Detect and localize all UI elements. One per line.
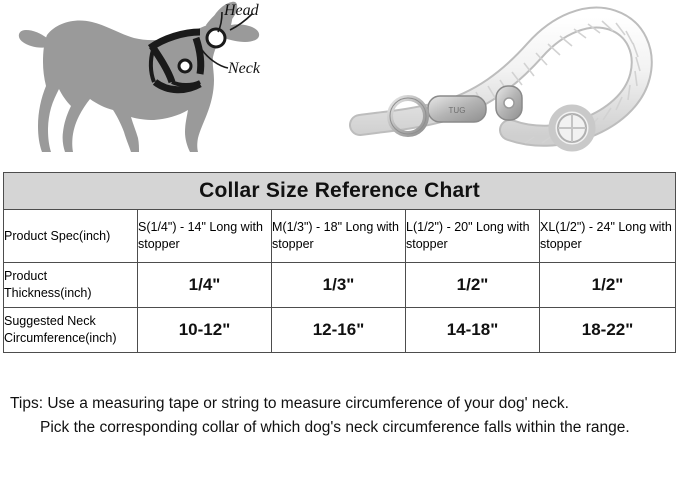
tips-section <box>10 392 670 440</box>
neck-m: 12-16" <box>272 308 406 353</box>
table-title-row <box>4 173 676 210</box>
thickness-s: 1/4" <box>138 263 272 308</box>
thickness-l: 1/2" <box>406 263 540 308</box>
collar-illustration <box>320 0 679 170</box>
thickness-m: 1/3" <box>272 263 406 308</box>
row-label-product-spec: Product Spec(inch) <box>4 210 138 263</box>
neck-xl: 18-22" <box>540 308 676 353</box>
row-label-neck-circumference: Suggested Neck Circumference(inch) <box>4 308 138 353</box>
svg-text:TUG: TUG <box>448 106 466 115</box>
collar-ring <box>207 29 225 47</box>
illustration-area <box>0 0 679 170</box>
column-header-m: M(1/3") - 18" Long with stopper <box>272 210 406 263</box>
collar-slip-ring <box>552 108 592 148</box>
tips-line-2: Pick the corresponding collar of which dog's neck circumference falls within the range. <box>40 419 630 437</box>
size-chart-container <box>3 172 675 353</box>
row-label-thickness: Product Thickness(inch) <box>4 263 138 308</box>
label-head: Head <box>224 2 259 19</box>
column-header-xl: XL(1/2") - 24" Long with stopper <box>540 210 676 263</box>
neck-l: 14-18" <box>406 308 540 353</box>
dog-illustration <box>0 0 320 170</box>
label-neck: Neck <box>228 60 260 77</box>
dog-tail-shape <box>19 30 47 48</box>
collar-svg <box>320 0 679 170</box>
dog-svg <box>0 0 320 170</box>
collar-clasp <box>428 96 486 122</box>
chart-title: Collar Size Reference Chart <box>4 173 676 210</box>
table-header-row <box>4 210 676 263</box>
column-header-l: L(1/2") - 20" Long with stopper <box>406 210 540 263</box>
table-row <box>4 263 676 308</box>
neck-s: 10-12" <box>138 308 272 353</box>
thickness-xl: 1/2" <box>540 263 676 308</box>
table-row <box>4 308 676 353</box>
tips-line-1: Tips: Use a measuring tape or string to measure circumference of your dog' neck. <box>10 395 569 412</box>
column-header-s: S(1/4") - 14" Long with stopper <box>138 210 272 263</box>
size-chart-table <box>3 172 676 353</box>
rope-stopper <box>496 86 522 120</box>
harness-d-ring <box>179 60 191 72</box>
